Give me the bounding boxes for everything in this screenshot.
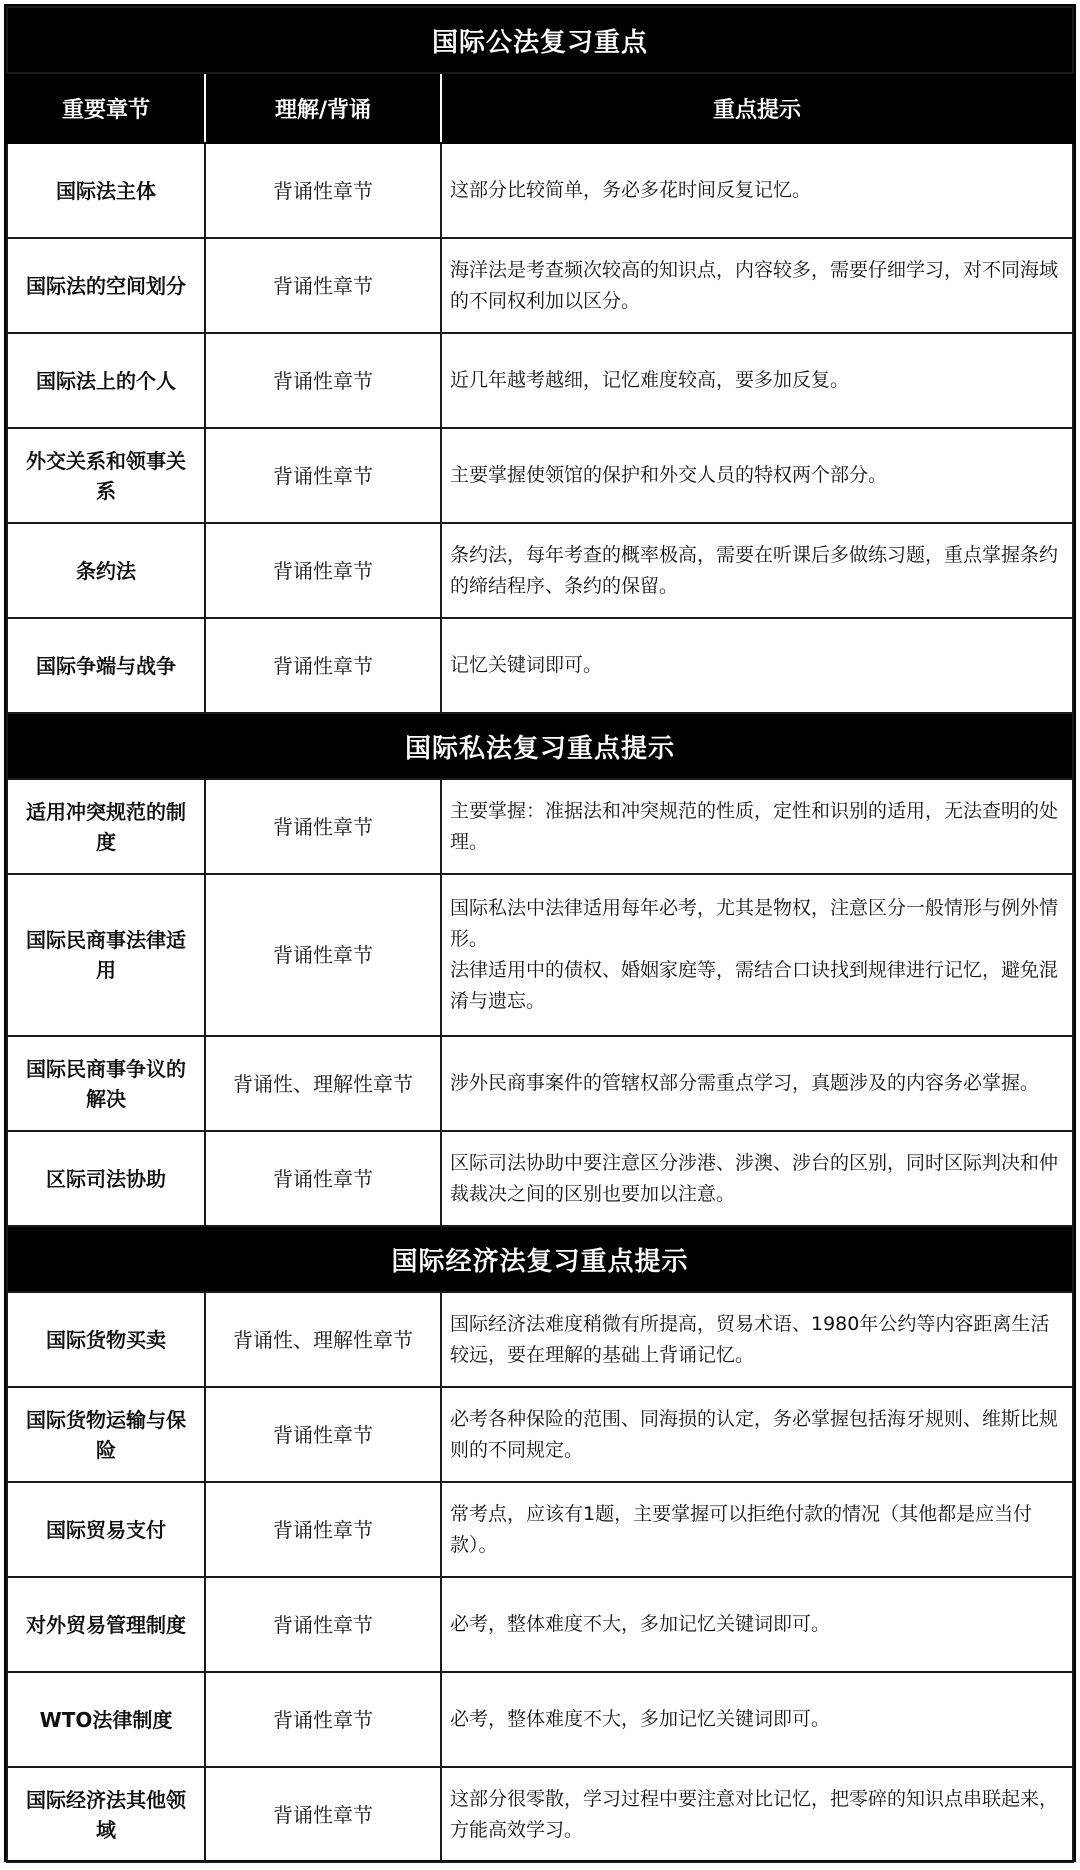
table-row — [7, 1482, 1073, 1577]
table-row — [7, 523, 1073, 618]
chapter-cell: 国际法主体 — [7, 143, 205, 238]
column-header-tip: 重点提示 — [441, 73, 1073, 143]
tip-cell — [441, 874, 1073, 1036]
table-row — [7, 1131, 1073, 1226]
type-cell: 背诵性章节 — [205, 1387, 441, 1482]
table-row — [7, 1767, 1073, 1862]
type-cell: 背诵性章节 — [205, 333, 441, 428]
section-title: 国际公法复习重点 — [7, 7, 1073, 73]
chapter-cell: 国际法上的个人 — [7, 333, 205, 428]
tip-cell — [441, 1577, 1073, 1672]
tip-text: 国际私法中法律适用每年必考，尤其是物权，注意区分一般情形与例外情形。 — [450, 897, 1059, 950]
column-header-row — [7, 73, 1073, 143]
column-header-chapter: 重要章节 — [7, 73, 205, 143]
tip-cell — [441, 1482, 1073, 1577]
table-row — [7, 874, 1073, 1036]
table-row — [7, 1292, 1073, 1387]
chapter-cell: 国际经济法其他领域 — [7, 1767, 205, 1862]
tip-text: 必考各种保险的范围、同海损的认定，务必掌握包括海牙规则、维斯比规则的不同规定。 — [450, 1407, 1059, 1461]
table-row — [7, 618, 1073, 713]
type-cell: 背诵性章节 — [205, 1131, 441, 1226]
tip-text: 国际经济法难度稍微有所提高，贸易术语、1980年公约等内容距离生活较远，要在理解的基础上背诵记忆。 — [450, 1312, 1050, 1366]
review-table-sheet — [4, 4, 1076, 1862]
table-row — [7, 779, 1073, 874]
type-cell: 背诵性、理解性章节 — [205, 1292, 441, 1387]
tip-cell — [441, 333, 1073, 428]
type-cell: 背诵性章节 — [205, 874, 441, 1036]
tip-text: 主要掌握使领馆的保护和外交人员的特权两个部分。 — [450, 464, 888, 486]
tip-text: 常考点，应该有1题，主要掌握可以拒绝付款的情况（其他都是应当付款）。 — [450, 1502, 1033, 1556]
type-cell: 背诵性章节 — [205, 618, 441, 713]
table-row — [7, 1036, 1073, 1131]
type-cell: 背诵性章节 — [205, 1577, 441, 1672]
chapter-cell: 国际货物运输与保险 — [7, 1387, 205, 1482]
chapter-cell: 国际货物买卖 — [7, 1292, 205, 1387]
tip-cell — [441, 143, 1073, 238]
column-header-type: 理解/背诵 — [205, 73, 441, 143]
table-row — [7, 1672, 1073, 1767]
section-title-row — [7, 7, 1073, 73]
table-row — [7, 1577, 1073, 1672]
chapter-cell: 国际法的空间划分 — [7, 238, 205, 333]
type-cell: 背诵性章节 — [205, 1482, 441, 1577]
tip-text: 这部分比较简单，务必多花时间反复记忆。 — [450, 179, 812, 201]
type-cell: 背诵性章节 — [205, 428, 441, 523]
type-cell: 背诵性章节 — [205, 143, 441, 238]
section-title: 国际经济法复习重点提示 — [7, 1226, 1073, 1292]
tip-text: 法律适用中的债权、婚姻家庭等，需结合口诀找到规律进行记忆，避免混淆与遗忘。 — [450, 959, 1059, 1012]
tip-text: 海洋法是考查频次较高的知识点，内容较多，需要仔细学习，对不同海域的不同权利加以区分。 — [450, 258, 1059, 312]
section-title-row — [7, 1226, 1073, 1292]
type-cell: 背诵性、理解性章节 — [205, 1036, 441, 1131]
review-table — [6, 6, 1074, 1863]
tip-cell — [441, 1131, 1073, 1226]
tip-text: 区际司法协助中要注意区分涉港、涉澳、涉台的区别，同时区际判决和仲裁裁决之间的区别也要加以注意。 — [450, 1151, 1059, 1205]
tip-cell — [441, 523, 1073, 618]
tip-cell — [441, 779, 1073, 874]
type-cell: 背诵性章节 — [205, 523, 441, 618]
table-row — [7, 143, 1073, 238]
tip-text: 这部分很零散，学习过程中要注意对比记忆，把零碎的知识点串联起来，方能高效学习。 — [450, 1787, 1059, 1841]
tip-cell — [441, 1767, 1073, 1862]
tip-cell — [441, 238, 1073, 333]
tip-text: 涉外民商事案件的管辖权部分需重点学习，真题涉及的内容务必掌握。 — [450, 1072, 1040, 1094]
section-title-row — [7, 713, 1073, 779]
tip-cell — [441, 1292, 1073, 1387]
tip-text: 近几年越考越细，记忆难度较高，要多加反复。 — [450, 369, 850, 391]
chapter-cell: 区际司法协助 — [7, 1131, 205, 1226]
tip-cell — [441, 1672, 1073, 1767]
type-cell: 背诵性章节 — [205, 238, 441, 333]
tip-text: 记忆关键词即可。 — [450, 654, 603, 676]
table-row — [7, 428, 1073, 523]
tip-text: 必考，整体难度不大，多加记忆关键词即可。 — [450, 1708, 831, 1730]
tip-cell — [441, 1036, 1073, 1131]
chapter-cell: 对外贸易管理制度 — [7, 1577, 205, 1672]
table-row — [7, 238, 1073, 333]
tip-text: 条约法，每年考查的概率极高，需要在听课后多做练习题，重点掌握条约的缔结程序、条约的保留。 — [450, 543, 1059, 597]
chapter-cell: 国际民商事争议的解决 — [7, 1036, 205, 1131]
chapter-cell: 国际民商事法律适用 — [7, 874, 205, 1036]
type-cell: 背诵性章节 — [205, 1672, 441, 1767]
chapter-cell: 适用冲突规范的制度 — [7, 779, 205, 874]
tip-cell — [441, 1387, 1073, 1482]
tip-text: 必考，整体难度不大，多加记忆关键词即可。 — [450, 1613, 831, 1635]
tip-cell — [441, 618, 1073, 713]
type-cell: 背诵性章节 — [205, 1767, 441, 1862]
chapter-cell: 国际贸易支付 — [7, 1482, 205, 1577]
table-row — [7, 333, 1073, 428]
tip-cell — [441, 428, 1073, 523]
chapter-cell: 外交关系和领事关系 — [7, 428, 205, 523]
table-row — [7, 1387, 1073, 1482]
chapter-cell: 条约法 — [7, 523, 205, 618]
chapter-cell: 国际争端与战争 — [7, 618, 205, 713]
chapter-cell: WTO法律制度 — [7, 1672, 205, 1767]
tip-text: 主要掌握：准据法和冲突规范的性质，定性和识别的适用，无法查明的处理。 — [450, 799, 1059, 853]
section-title: 国际私法复习重点提示 — [7, 713, 1073, 779]
type-cell: 背诵性章节 — [205, 779, 441, 874]
